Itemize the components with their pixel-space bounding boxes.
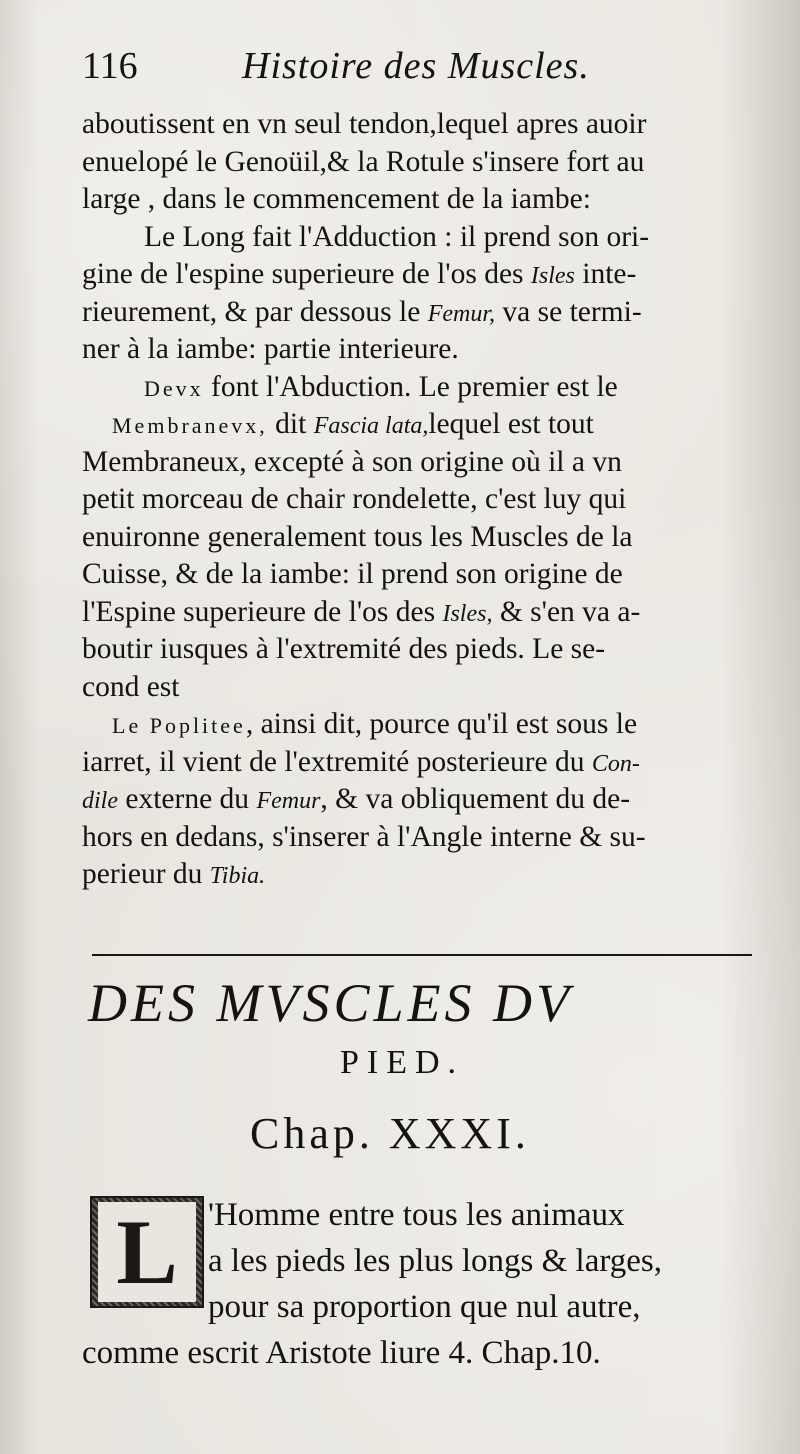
- chapter-heading: Chap. XXXI.: [250, 1109, 530, 1158]
- text-line: aboutissent en vn seul tendon,lequel apres auoir: [82, 108, 647, 140]
- text-line: petit morceau de chair rondelette, c'est luy qui: [82, 483, 627, 515]
- text-fragment: , ainsi dit, pource qu'il est sous le: [245, 708, 638, 740]
- page-number: 116: [82, 45, 138, 87]
- text-line: ner à la iambe: partie interieure.: [82, 333, 459, 365]
- text-line: [82, 744, 772, 782]
- italic-term: Femur,: [427, 300, 496, 327]
- text-line: [82, 406, 772, 444]
- text-line: enuelopé le Genoüil,& la Rotule s'insere fort au: [82, 145, 645, 178]
- body-text: [82, 106, 772, 894]
- text-line: [82, 706, 772, 744]
- text-fragment: & s'en va a-: [492, 595, 641, 628]
- text-line: Cuisse, & de la iambe: il prend son origine de: [82, 558, 623, 590]
- muscle-name-long: Le Long: [144, 220, 245, 253]
- text-fragment: fait l'Adduction : il prend son ori-: [244, 220, 650, 253]
- text-line: [82, 369, 772, 407]
- italic-term: dile: [82, 788, 118, 814]
- text-fragment: dit: [267, 408, 314, 440]
- text-fragment: lequel est tout: [428, 408, 594, 440]
- chapter-text: [82, 1192, 772, 1376]
- section-divider: [92, 954, 752, 956]
- text-line: hors en dedans, s'inserer à l'Angle interne & su-: [82, 820, 646, 853]
- text-line: comme escrit Aristote liure 4. Chap.10.: [82, 1335, 601, 1371]
- italic-term: Tibia.: [209, 863, 266, 889]
- small-caps-term: Devx: [144, 375, 204, 401]
- section-subtitle: PIED.: [340, 1044, 465, 1081]
- text-line: pour sa proportion que nul autre,: [208, 1289, 641, 1325]
- text-line: [82, 219, 772, 257]
- text-line: [82, 781, 772, 819]
- text-fragment: rieurement, & par dessous le: [82, 295, 428, 328]
- text-fragment: font l'Abduction. Le premier est le: [203, 370, 618, 403]
- running-head: [82, 44, 762, 96]
- text-fragment: gine de l'espine superieure de l'os des: [82, 258, 531, 290]
- text-line: large , dans le commencement de la iambe:: [82, 183, 591, 215]
- text-fragment: iarret, il vient de l'extremité posterieure du: [82, 745, 592, 778]
- italic-term: Isles,: [442, 600, 493, 627]
- drop-cap-letter: L: [98, 1202, 196, 1302]
- text-fragment: l'Espine superieure de l'os des: [82, 595, 443, 628]
- text-line: Membraneux, excepté à son origine où il a vn: [82, 445, 622, 478]
- text-fragment: perieur du: [82, 858, 210, 890]
- italic-term: Fascia lata,: [313, 413, 429, 439]
- small-caps-term: Membranevx,: [112, 413, 268, 438]
- text-fragment: va se termi-: [495, 295, 642, 328]
- text-line: boutir iusques à l'extremité des pieds. Le se-: [82, 633, 606, 665]
- text-line: cond est: [82, 670, 180, 703]
- text-line: [82, 294, 772, 332]
- text-line: a les pieds les plus longs & larges,: [208, 1243, 663, 1279]
- text-line: [82, 256, 772, 294]
- small-caps-term: Le Poplitee: [112, 713, 246, 738]
- running-title: Histoire des Muscles.: [242, 45, 590, 87]
- text-line: 'Homme entre tous les animaux: [208, 1197, 625, 1233]
- italic-term: Femur: [256, 788, 321, 814]
- text-fragment: externe du: [118, 783, 257, 815]
- text-line: [82, 594, 772, 632]
- text-line: [82, 856, 772, 894]
- italic-term: Con-: [591, 750, 640, 777]
- section-title: DES MVSCLES DV: [88, 973, 573, 1033]
- text-line: enuironne generalement tous les Muscles de la: [82, 520, 633, 553]
- text-fragment: , & va obliquement du de-: [320, 783, 631, 815]
- text-fragment: inte-: [574, 258, 637, 290]
- italic-term: Isles: [530, 263, 575, 289]
